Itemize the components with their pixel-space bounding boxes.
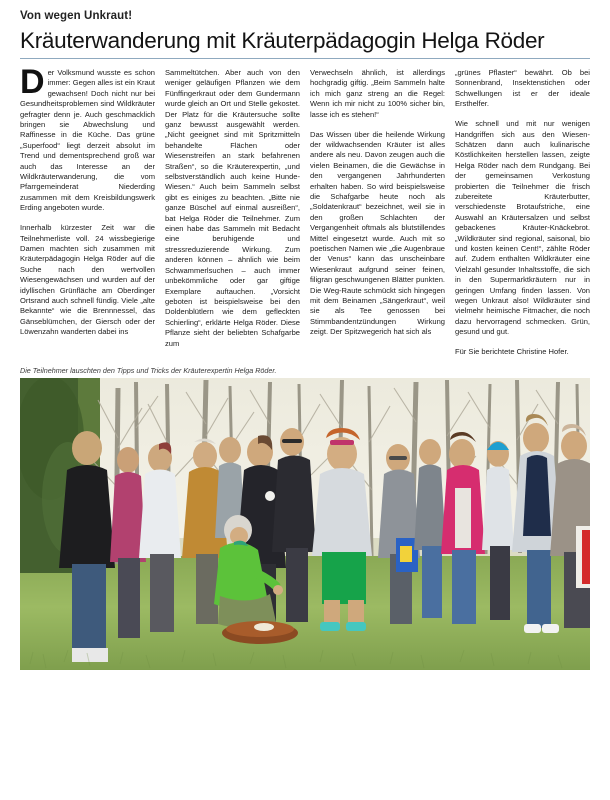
article-byline: Für Sie berichtete Christine Hofer. [455, 347, 569, 357]
headline-rule [20, 58, 590, 59]
article-column-1 [20, 62, 155, 338]
paragraph: „grünes Pflaster“ bewährt. Ob bei Sonnenbrand, Insektenstichen oder Schwellungen ist er der ideale Ersthelfer. [455, 67, 590, 109]
article-column-4 [455, 68, 590, 358]
paragraph: Der Volksmund wusste es schon immer: Gegen alles ist ein Kraut gewachsen! Doch nicht nur bei Gesundheitsproblemen sind Wildkräuter gefragter denn je. Auch geschmacklich bringen sie Abwechslung und Raffinesse in die Küche. Das grüne „Superfood“ liegt derzeit absolut im Trend und dementsprechend groß war auch das Interesse an der Wildkräuterwanderung, die vom Pfarrgemeinderat Niederding zusammen mit dem Kreisbildungswerk Erding angeboten wurde. [20, 62, 155, 213]
paragraph: Wie schnell und mit nur wenigen Handgriffen sich aus den Wiesen-Schätzen dann auch kulinarische Köstlichkeiten herstellen lassen, zeigte Helga Röder nach dem Rundgang. Bei der gemeinsamen Verkostung probierten die Teilnehmer die frisch zubereitete Kräuterbutter, verschiedenste Brotaufstriche, eine Auswahl an Kräutersalzen und selbst gebackenes Kräuter-Knäckebrot. „Wildkräuter sind regional, saisonal, bio und kosten keinen Cent!“, zählte Röder auf. Zudem enthalten Wildkräuter eine Vielzahl gesunder Inhaltsstoffe, die sich in den Supermarktkräutern nur in geringen Umfang finden lassen. Von wegen Unkraut also! Wildkräuter sind vielmehr heimische Fitmacher, die noch dazu hervorragend schmecken. Grün, gesund und gut. [455, 119, 590, 337]
paragraph: Verwechseln ähnlich, ist allerdings hochgradig giftig. „Beim Sammeln halte ich mich ganz streng an die Regel: Wenn ich mir nicht zu 100% sicher bin, lasse ich es stehen!“ [310, 67, 445, 119]
paragraph: Sammeltütchen. Aber auch von den weniger geläufigen Pflanzen wie dem Fünffingerkraut oder dem Gundermann wurde gleich an Ort und Stelle gekostet. Der Platz für die Kräutersuche sollte ganz bewusst ausgewählt werden. „Nicht geeignet sind mit Spritzmitteln behandelte Flächen oder Wiesenstreifen an stark befahrenen Straßen“, so die Kräuterexpertin, „und selbstverständlich auch keine Hunde-Wiesen.“ Auch beim Sammeln selbst gibt es einiges zu beachten. „Bitte nie ganze Büschel auf einmal ausreißen“, bat Helga Röder die Teilnehmer. Zum einen habe das Sammeln mit Bedacht eine beruhigende und stressreduzierende Wirkung. Zum anderen können – ähnlich wie beim Schwammerlsuchen – auch immer unbekömmliche oder gar giftige Exemplare auftauchen. „Vorsicht geboten ist beispielsweise bei den Doldenblütlern wie dem gefleckten Schierling“, erklärte Helga Röder. Diese Pflanze sieht der beliebten Schafgarbe zum [165, 67, 300, 348]
article-headline: Kräuterwanderung mit Kräuterpädagogin Helga Röder [20, 27, 545, 53]
photo-basket [222, 621, 298, 644]
article-column-2 [165, 68, 300, 349]
paragraph: Das Wissen über die heilende Wirkung der wildwachsenden Kräuter ist alles andere als neu. Davon zeugen auch die vielen Beinamen, die die Gewächse in den vergangenen Jahrhunderten erhalten haben. So wird beispielsweise die Schafgarbe heute noch als „Soldatenkraut“ bezeichnet, weil sie in den großen Schlachten der Vergangenheit oftmals als blutstillendes Mittel eingesetzt wurde. Auch mit so poetischen Namen wie „die Augenbraue der Venus“ kann das unscheinbare Wiesenkraut aufgrund seiner feinen, filigran geschwungenen Blätter punkten. Die Weg-Raute schmückt sich hingegen mit dem Beinamen „Sängerkraut“, weil sie als Tee genossen bei Stimmbandentzündungen Wirkung zeigt. Der Spitzwegerich hat sich als [310, 129, 445, 337]
photo-caption: Die Teilnehmer lauschten den Tipps und Tricks der Kräuterexpertin Helga Röder. [20, 365, 277, 375]
article-column-3 [310, 68, 445, 338]
article-kicker: Von wegen Unkraut! [20, 10, 133, 22]
paragraph: Innerhalb kürzester Zeit war die Teilnehmerliste voll. 24 wissbegierige Damen machten sich zusammen mit Kräuterpädagogin Helga Röder auf die Suche nach den wertvollen Wiesengewächsen und wurden auf der idyllischen Grünfläche am Oberdinger Ortsrand auch schnell fündig. Viele „alte Bekannte“ wie die Brennnessel, das Gänseblümchen, der Giersch oder der Löwenzahn wanderten dabei ins [20, 223, 155, 337]
photo-illustration [20, 378, 590, 670]
article-photo [20, 378, 590, 670]
article-columns [20, 62, 590, 358]
